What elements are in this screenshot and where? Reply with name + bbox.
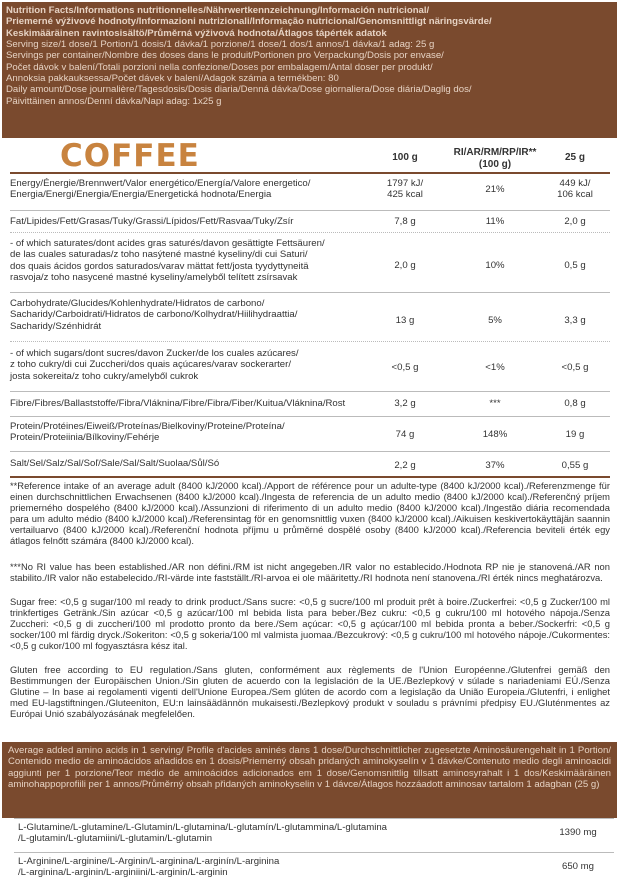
table-row (10, 178, 610, 208)
row-label: Fat/Lipides/Fett/Grasas/Tuky/Grassi/Lípidos/Fett/Rasvaa/Tuky/Zsír (10, 216, 294, 227)
row-value-25g: 0,5 g (564, 260, 586, 271)
row-label: - of which sugars/dont sucres/davon Zucker/de los cuales azúcares/ z toho cukry/di cui Zuccheri/dos quais açúcares/varav sockerarter/ josta sokereita/z toho cukry/amelyből cukrok (10, 348, 299, 382)
row-value-ri: <1% (485, 362, 505, 373)
row-divider (10, 292, 610, 293)
col-header-ri (450, 147, 540, 171)
row-label: Carbohydrate/Glucides/Kohlenhydrate/Hidratos de carbono/ Sacharidy/Carboidrati/Hidratos de carbono/Kolhydrat/Hiilihydraattia/ Sacharidy/Szénhidrát (10, 298, 298, 332)
table-row (10, 458, 610, 472)
header-line: Priemerné výživové hodnoty/Informazioni nutrizionali/Informação nutricional/Genomsnittligt näringsvärde/ (6, 16, 492, 28)
row-value-25g: 0,55 g (561, 460, 589, 471)
row-value-25g: 2,0 g (564, 216, 586, 227)
row-value-100g: 3,2 g (394, 398, 416, 409)
row-label: - of which saturates/dont acides gras saturés/davon gesättigte Fettsäuren/ de las cuales saturadas/z toho nasýtené mastné kyseliny/di cui Saturi/ dos quais ácidos gordos saturados/varav mättat fett/josta tyydyttyneitä rasvoja/z toho nasycené mastné kyseliny/amelyből telített zsírsavak (10, 238, 325, 283)
header-line: Nutrition Facts/Informations nutritionnelles/Nährwertkennzeichnung/Información nutricional/ (6, 5, 430, 16)
note-reference-intake: **Reference intake of an average adult (8400 kJ/2000 kcal)./Apport de référence pour un adulte-type (8400 kJ/2000 kcal)./Referenzmenge für einen durchschnittlichen Erwachsenen (8400 kJ/2000 kcal)./Ingesta de referencia de un adulto medio (8400 kJ/2000 kcal)./Referenčný príjem priemerného dospelého (8400 kJ/2000 kcal)./Assunzioni di riferimento di un adulto medio (8400 kJ/2000 kcal)./Ingestão diária recomendada para um adulto médio (8400 kJ/2000 kcal)./Referensintag för en genomsnittlig vuxen (8400 kJ/2000 kcal)./Aikuisen keskivertokäyttäjän saannin vertailuarvo (8400 kJ/2000 kcal)./Referenční hodnota příjmu u průměrné dospělé osoby (8400 kJ/2000 kcal)./Referencia beviteli érték egy átlagos felnőtt számára (8400 kJ/2000 kcal). (10, 480, 610, 547)
row-value-25g: 449 kJ/ 106 kcal (557, 178, 593, 201)
amino-row (18, 822, 608, 850)
note-no-ri: ***No RI value has been established./AR non défini./RM ist nicht angegeben./IR valor no establecido./Hodnota RP nie je stanovená./AR non stabilito./IR valor não estabelecido./RI-värde inte fastställt./RI-arvoa ei ole määritetty./RI hodnota není stanovena./RI érték nincs meghatározva. (10, 561, 610, 584)
note-sugar-free: Sugar free: <0,5 g sugar/100 ml ready to drink product./Sans sucre: <0,5 g sucre/100 ml produit prêt à boire./Zuckerfrei: <0,5 g Zucker/100 ml trinkfertiges Getränk./Sin azúcar <0,5 g azúcar/100 ml bebida lista para beber./Bez cukru: <0,5 g cukru/100 ml hotového nápoja./Senza Zuccheri: <0,5 g di zuccheri/100 ml prodotto pronto da bere./Sem açúcar: <0,5 g açúcar/100 ml bebida pronta a beber./Sockerfri: <0,5 g socker/100 ml färdig dryck./Sokeriton: <0,5 g sokeria/100 ml valmista juomaa./Bezcukrový: <0,5 g cukru/100 ml hotového nápoje./Cukormentes: <0,5 g cukor/100 ml fogyasztásra kész ital. (10, 596, 610, 652)
row-value-100g: 74 g (395, 429, 415, 440)
amino-intro-text: Average added amino acids in 1 serving/ Profile d'acides aminés dans 1 dose/Durchschnittlicher zugesetzte Aminosäurengehalt in 1 Portion/ Contenido medio de aminoácidos añadidos en 1 dosis/Priemerný obsah pridaných aminokyselín v 1 dávke/Contenuto medio degli aminoacidi aggiunti per 1 porzione/Teor médio de aminoácidos adicionados em 1 dose/Genomsnittlig tillsatt aminosyrahalt i 1 dos/Keskimääräinen aminohappoprofiili per 1 annos/Průměrný obsah přidaných aminokyselin v 1 dávce/Átlagos hozzáadott aminosav tartalom 1 adagban (25 g) (8, 745, 611, 790)
row-divider (10, 451, 610, 452)
table-row (10, 421, 610, 449)
header-line: Servings per container/Nombre des doses dans le produit/Portionen pro Verpackung/Dosis por envase/ (6, 50, 444, 62)
row-label: Salt/Sel/Salz/Sal/Soľ/Sale/Sal/Salt/Suolaa/Sůl/Só (10, 458, 220, 469)
row-value-100g: 2,2 g (394, 460, 416, 471)
amino-value: 650 mg (562, 861, 594, 872)
table-row (10, 298, 610, 338)
amino-divider (14, 852, 614, 853)
row-value-ri: *** (489, 398, 501, 409)
amino-row (18, 856, 608, 884)
row-value-ri: 148% (482, 429, 508, 440)
row-value-ri: 21% (485, 184, 505, 195)
row-value-25g: <0,5 g (561, 362, 589, 373)
table-row (10, 216, 610, 230)
amino-acid-intro-box (2, 742, 617, 818)
amino-value: 1390 mg (559, 827, 597, 838)
header-line: Päivittäinen annos/Denní dávka/Napi adag: 1x25 g (6, 95, 222, 107)
product-title: COFFEE (60, 138, 200, 174)
row-divider (10, 341, 610, 342)
note-gluten-free: Gluten free according to EU regulation./Sans gluten, conformément aux règlements de l'Union Européenne./Glutenfrei gemäß den Bestimmungen der Europäischen Union./Sin gluten de acuerdo con la legislación de la UE./Bezlepkový v súlade s nariadeniami EÚ./Senza Glutine – In base ai regolamenti vigenti dell'Unione Europea./Sem glúten de acordo com a legislação da União Europeia./Glutenfri, i enlighet med EU-lagstiftningen./Gluteeniton, EU:n lainsäädännön mukaisesti./Bezlepkový produkt v souladu s právními předpisy EU./Gluténmentes az Európai Unió szabályozásának megfelelően. (10, 664, 610, 720)
table-top-rule (10, 172, 610, 174)
col-header-ri-line1: RI/AR/RM/RP/IR** (453, 147, 537, 158)
header-line: Keskimääräinen ravintosisältö/Průměrná výživová hodnota/Átlagos tápérték adatok (6, 27, 387, 39)
header-line: Annoksia pakkauksessa/Počet dávek v balení/Adagok száma a termékben: 80 (6, 72, 339, 84)
row-value-25g: 0,8 g (564, 398, 586, 409)
row-value-100g: 1797 kJ/ 425 kcal (386, 178, 424, 201)
col-header-25g: 25 g (564, 152, 585, 163)
table-row (10, 398, 610, 412)
row-divider (10, 210, 610, 211)
row-divider (10, 232, 610, 233)
amino-divider (14, 818, 614, 819)
table-row (10, 238, 610, 288)
row-value-25g: 19 g (565, 429, 585, 440)
nutrition-header-box (2, 2, 617, 138)
row-value-100g: 7,8 g (394, 216, 416, 227)
row-value-ri: 37% (485, 460, 505, 471)
table-bottom-rule (10, 476, 610, 478)
row-label: Energy/Énergie/Brennwert/Valor energético/Energía/Valore energetico/ Energia/Energi/Energia/Energia/Energetická hodnota/Energia (10, 178, 311, 201)
row-value-ri: 5% (488, 315, 502, 326)
row-divider (10, 416, 610, 417)
header-line: Serving size/1 dose/1 Portion/1 dosis/1 dávka/1 porzione/1 dose/1 dos/1 annos/1 dávka/1 adag: 25 g (6, 38, 435, 50)
row-divider (10, 391, 610, 392)
col-header-100g: 100 g (392, 152, 418, 163)
header-line: Daily amount/Dose journalière/Tagesdosis/Dosis diaria/Denná dávka/Dose giornaliera/Dose diária/Daglig dos/ (6, 84, 472, 96)
table-row (10, 348, 610, 388)
col-header-ri-line2: (100 g) (478, 158, 512, 170)
amino-label: L-Glutamine/L-glutamine/L-Glutamin/L-glutamina/L-glutamín/L-glutammina/L-glutamina /L-glutamin/L-glutamiini/L-glutamin/L-glutamin (18, 822, 387, 845)
header-line: Počet dávok v balení/Totali porzioni nella confezione/Doses por embalagem/Antal doser per produkt/ (6, 61, 433, 73)
row-label: Protein/Protéines/Eiweiß/Proteínas/Bielkoviny/Proteine/Proteína/ Protein/Proteiinia/Bílkoviny/Fehérje (10, 421, 285, 444)
amino-label: L-Arginine/L-arginine/L-Arginin/L-arginina/L-arginín/L-arginina /L-arginina/L-arginin/L-arginiini/L-arginin/L-arginin (18, 856, 280, 879)
row-value-100g: <0,5 g (391, 362, 419, 373)
row-label: Fibre/Fibres/Ballaststoffe/Fibra/Vláknina/Fibre/Fibra/Fiber/Kuitua/Vláknina/Rost (10, 398, 346, 409)
row-value-ri: 11% (485, 216, 505, 227)
row-value-100g: 2,0 g (394, 260, 416, 271)
row-value-25g: 3,3 g (564, 315, 586, 326)
row-value-ri: 10% (485, 260, 505, 271)
row-value-100g: 13 g (395, 315, 415, 326)
